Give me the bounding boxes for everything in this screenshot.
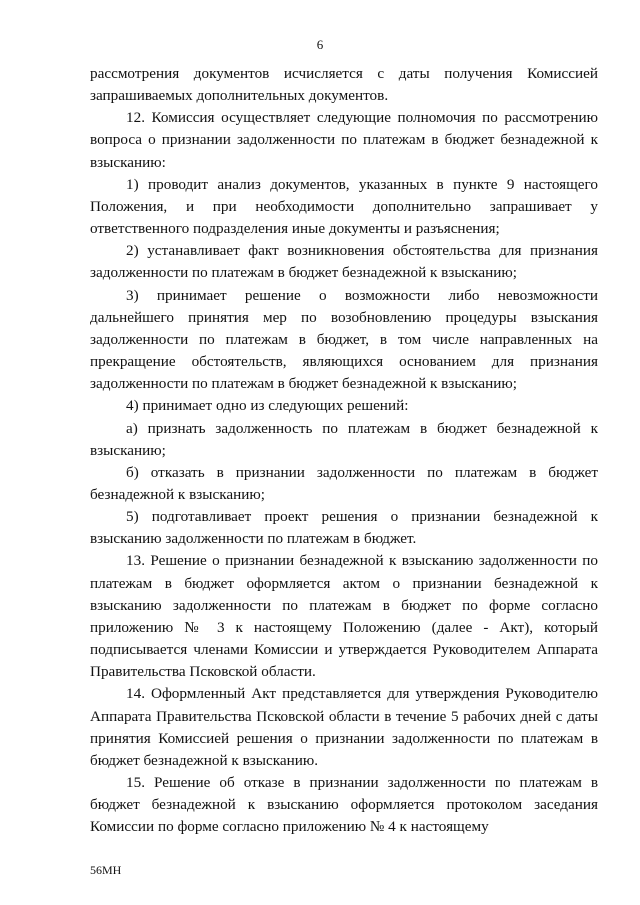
sub-item-a: а) признать задолженность по платежам в бюджет безнадежной к взысканию; [90, 419, 598, 459]
paragraph-15: 15. Решение об отказе в признании задолженности по платежам в бюджет безнадежной к взысканию оформляется протоколом заседания Комиссии по форме согласно приложению № 4 к настоящему [90, 774, 598, 836]
document-body [90, 63, 598, 838]
list-item-3: 3) принимает решение о возможности либо невозможности дальнейшего принятия мер по возобновлению процедуры взыскания задолженности по платежам в бюджет, в том числе направленных на прекращение обстоятельств, являющихся основанием для признания задолженности по платежам в бюджет безнадежной к взысканию; [90, 286, 598, 393]
paragraph-continuation: рассмотрения документов исчисляется с даты получения Комиссией запрашиваемых дополнительных документов. [90, 65, 598, 105]
paragraph-13: 13. Решение о признании безнадежной к взысканию задолженности по платежам в бюджет оформляется актом о признании безнадежной к взысканию задолженности по платежам в бюджет по форме согласно приложению № 3 к настоящему Положению (далее - Акт), который подписывается членами Комиссии и утверждается Руководителем Аппарата Правительства Псковской области. [90, 552, 598, 681]
page-number: 6 [316, 37, 324, 52]
list-item-4: 4) принимает одно из следующих решений: [126, 397, 409, 415]
paragraph-14: 14. Оформленный Акт представляется для утверждения Руководителю Аппарата Правительства Псковской области в течение 5 рабочих дней с даты принятия Комиссией решения о признании задолженности по платежам в бюджет безнадежной к взысканию. [90, 685, 598, 769]
sub-item-b: б) отказать в признании задолженности по платежам в бюджет безнадежной к взысканию; [90, 463, 598, 503]
list-item-1: 1) проводит анализ документов, указанных в пункте 9 настоящего Положения, и при необходимости дополнительно запрашивает у ответственного подразделения иные документы и разъяснения; [90, 175, 598, 238]
paragraph-12: 12. Комиссия осуществляет следующие полномочия по рассмотрению вопроса о признании задолженности по платежам в бюджет безнадежной к взысканию: [90, 109, 598, 171]
document-code: 56МН [90, 863, 122, 877]
list-item-2: 2) устанавливает факт возникновения обстоятельства для признания задолженности по платежам в бюджет безнадежной к взысканию; [90, 242, 598, 282]
list-item-5: 5) подготавливает проект решения о признании безнадежной к взысканию задолженности по платежам в бюджет. [90, 508, 598, 548]
